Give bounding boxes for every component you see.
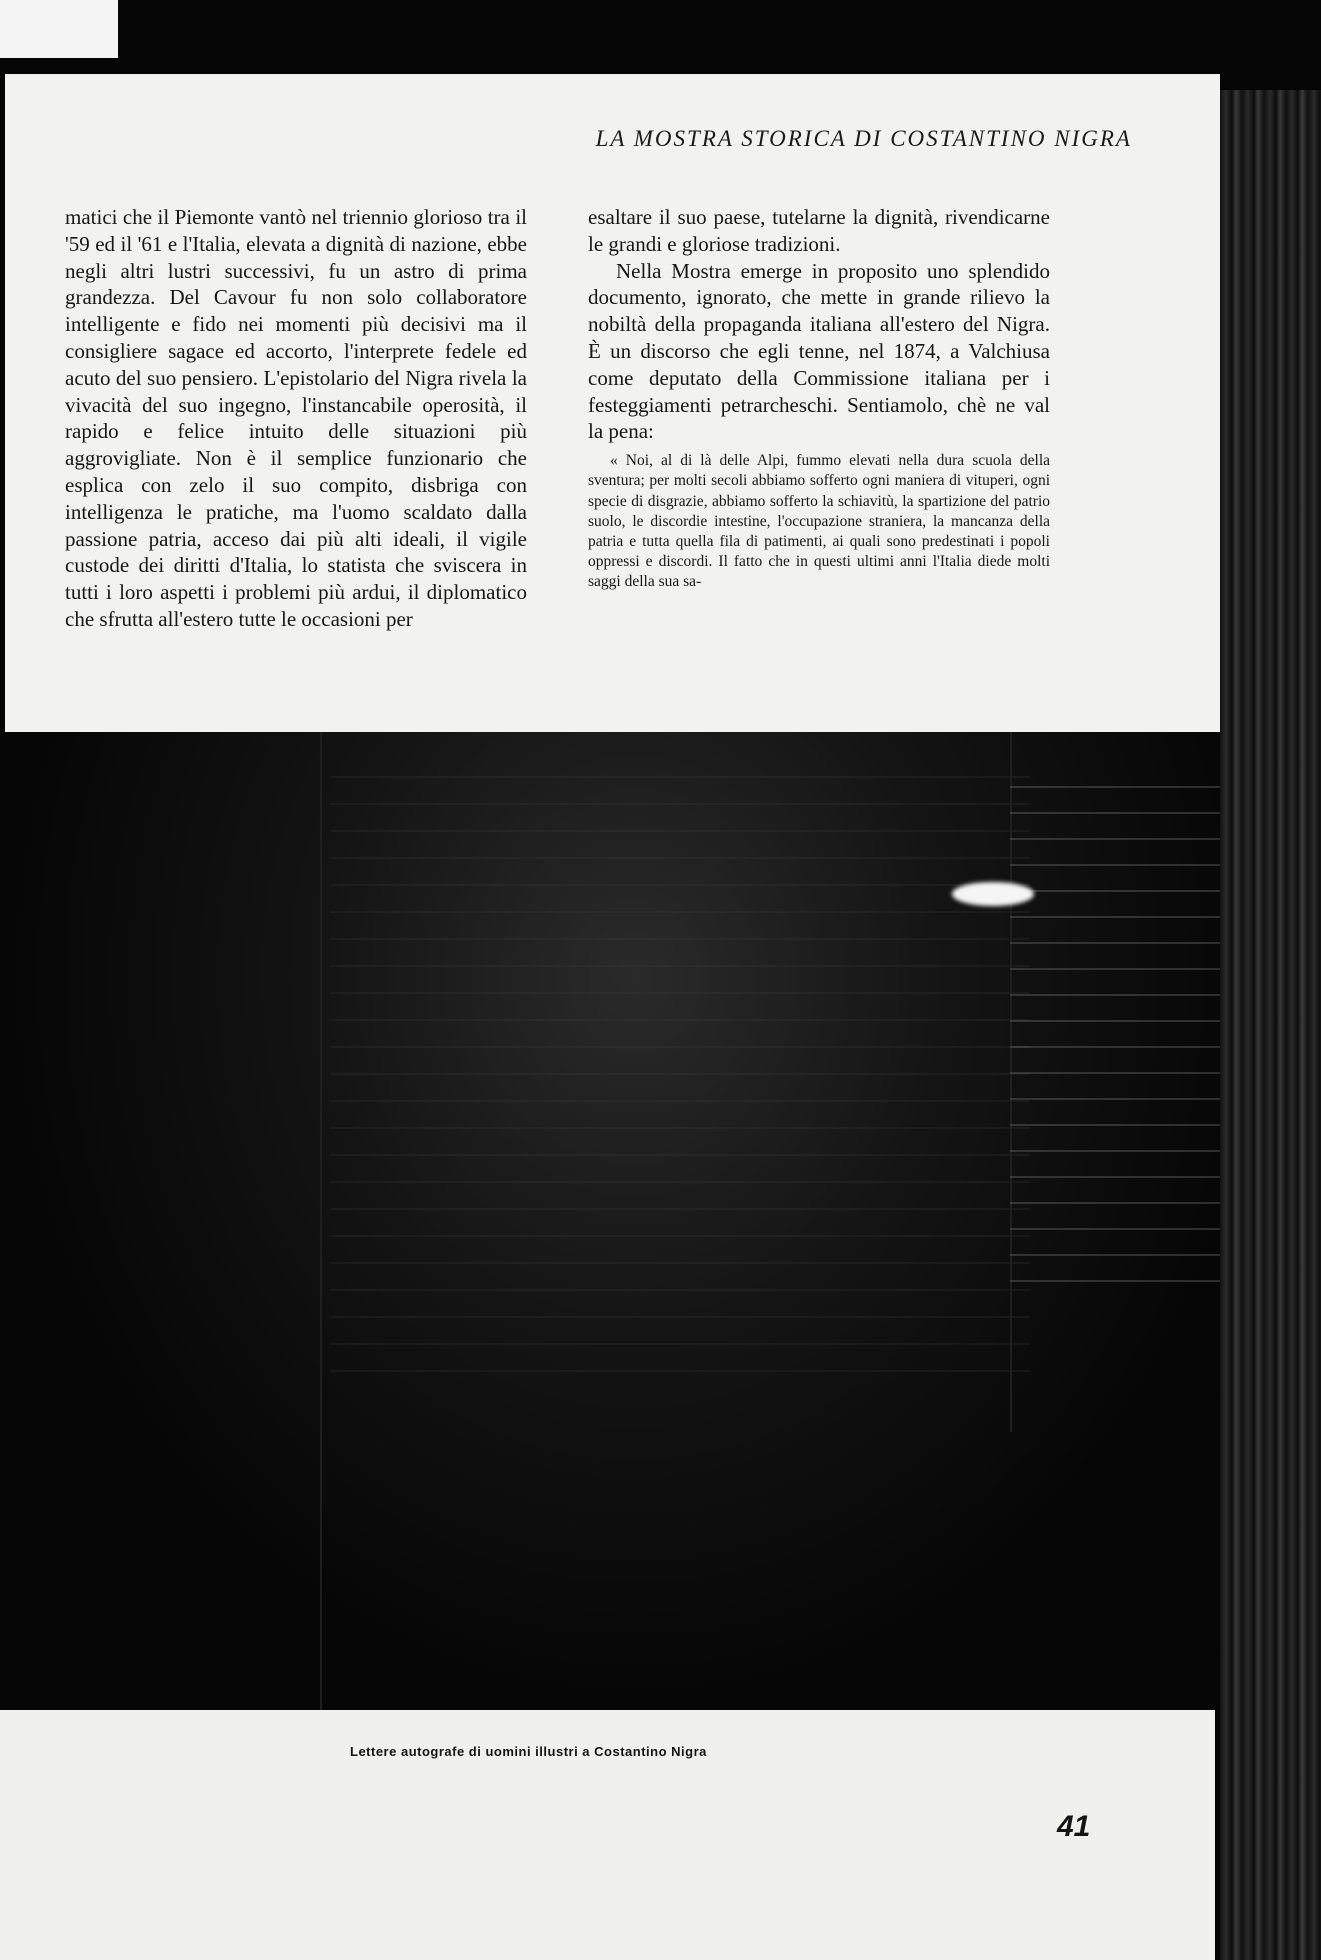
letter-sheet-edge bbox=[320, 732, 322, 1710]
page-number: 41 bbox=[1057, 1810, 1091, 1843]
photo-caption: Lettere autografe di uomini illustri a Costantino Nigra bbox=[350, 1744, 707, 1759]
photo-glare bbox=[952, 882, 1034, 906]
right-column bbox=[588, 204, 1050, 593]
book-spine-edge bbox=[1220, 90, 1321, 1960]
scan-margin-tab bbox=[0, 0, 118, 58]
page-text-area bbox=[5, 74, 1220, 732]
left-column-text: matici che il Piemonte vantò nel triennio glorioso tra il '59 ed il '61 e l'Italia, elevata a dignità di nazione, ebbe negli altri lustri successivi, fu un astro di prima grandezza. Del Cavour fu non solo collaboratore intelligente e fido nei momenti più decisivi ma il consigliere sagace ed accorto, l'interprete fedele ed acuto del suo pensiero. L'epistolario del Nigra rivela la vivacità del suo ingegno, l'instancabile operosità, il rapido e felice intuito delle situazioni più aggrovigliate. Non è il semplice funzionario che esplica con zelo il suo compito, disbriga con intelligenza le pratiche, ma l'uomo scaldato dalla passione patria, acceso dai più alti ideali, il vigile custode dei diritti d'Italia, lo statista che sviscera in tutti i loro aspetti i problemi più ardui, il diplomatico che sfrutta all'estero tutte le occasioni per bbox=[65, 205, 527, 631]
letter-handwriting-texture bbox=[330, 752, 1030, 1372]
autograph-letters-photo bbox=[0, 732, 1220, 1710]
running-head: LA MOSTRA STORICA DI COSTANTINO NIGRA bbox=[595, 126, 1132, 151]
left-column bbox=[65, 204, 527, 633]
nigra-speech-quote: « Noi, al di là delle Alpi, fummo elevati nella dura scuola della sventura; per molti secoli abbiamo sofferto ogni maniera di vituperi, ogni specie di disgrazie, abbiamo sofferto la schiavitù, la spartizione del patrio suolo, le discordie intestine, l'occupazione straniera, la mancanza della patria e tutta quella fila di patimenti, ai quali sono predestinati i popoli oppressi e discordi. Il fatto che in questi ultimi anni l'Italia diede molti saggi della sua sa- bbox=[588, 452, 1050, 591]
right-paragraph-1: esaltare il suo paese, tutelarne la dignità, rivendicarne le grandi e gloriose tradizioni. bbox=[588, 205, 1050, 256]
letter-handwriting-texture bbox=[1010, 762, 1220, 1282]
caption-band bbox=[0, 1710, 1215, 1960]
right-paragraph-2: Nella Mostra emerge in proposito uno splendido documento, ignorato, che mette in grande rilievo la nobiltà della propaganda italiana all'estero del Nigra. È un discorso che egli tenne, nel 1874, a Valchiusa come deputato della Commissione italiana per i festeggiamenti petrarcheschi. Sentiamolo, chè ne val la pena: bbox=[588, 258, 1050, 444]
